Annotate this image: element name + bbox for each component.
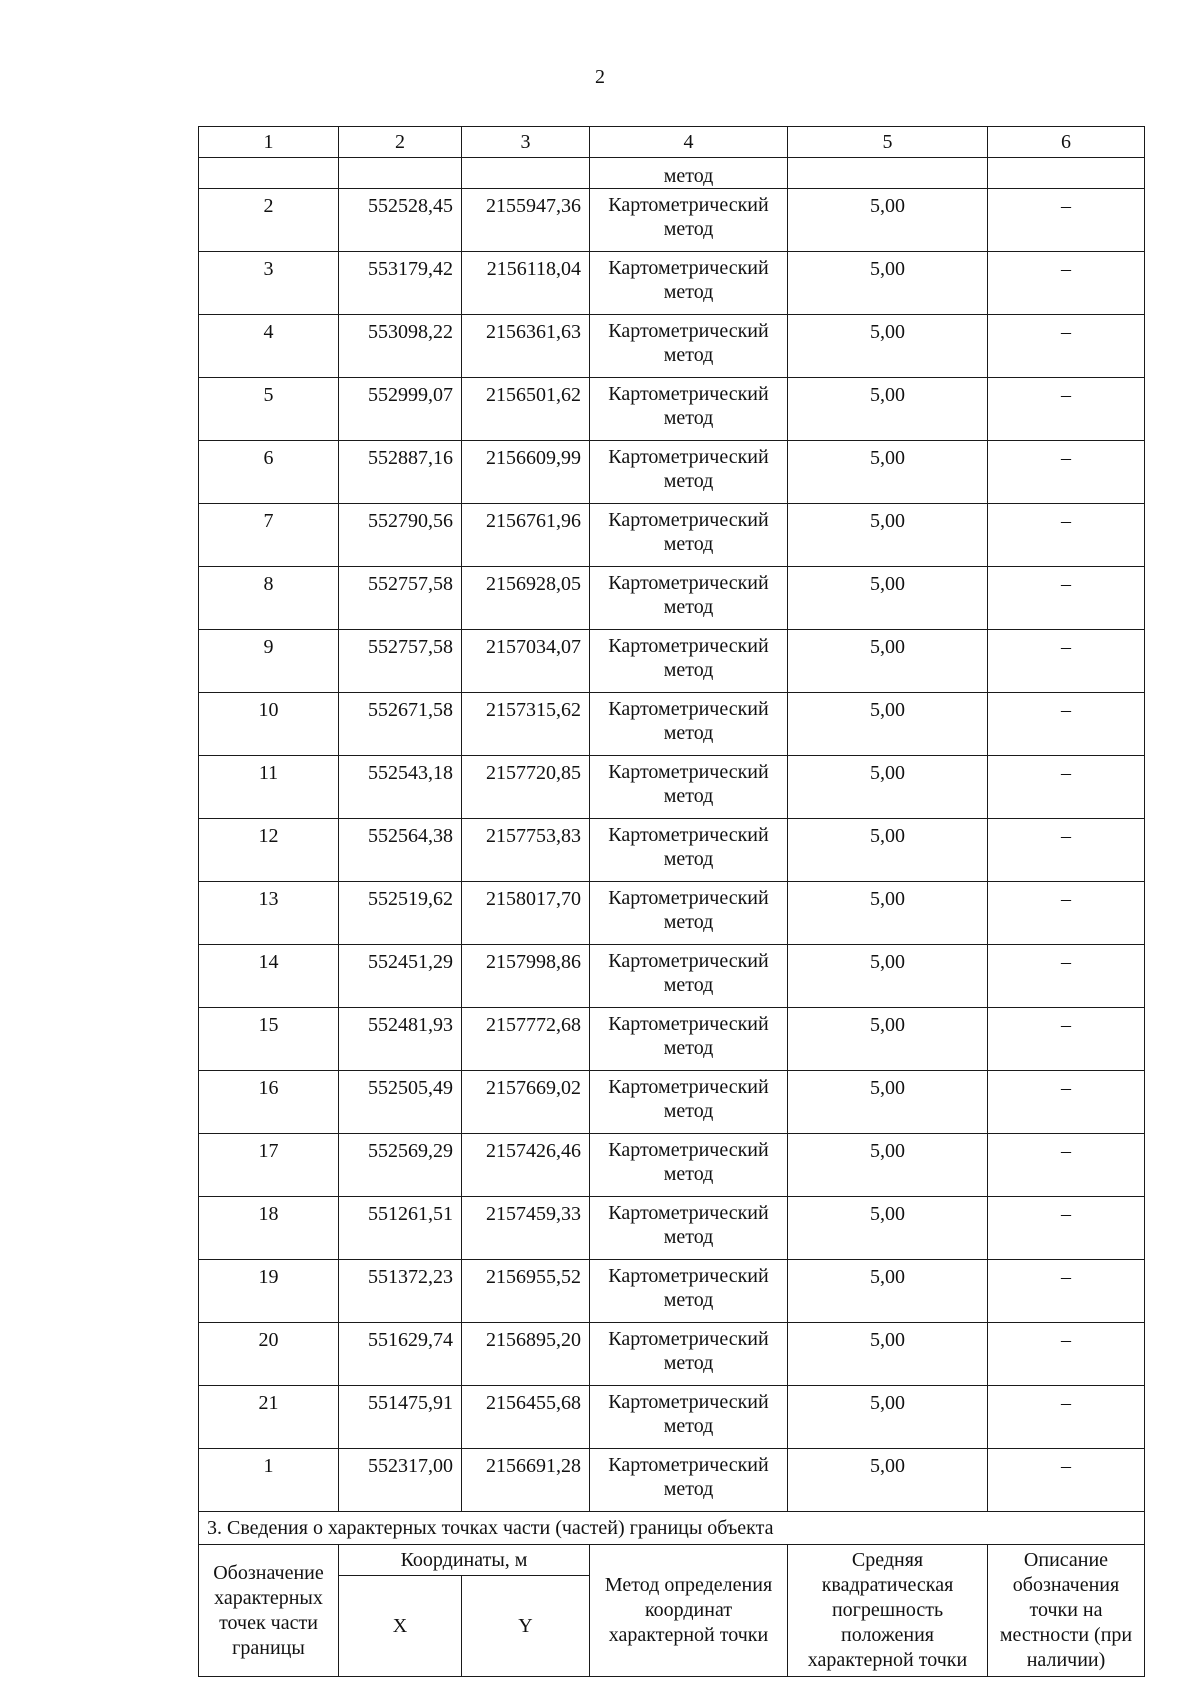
y-coordinate: 2156361,63 — [462, 315, 590, 378]
method-line-1: Картометрический — [608, 383, 769, 405]
empty-cell — [988, 158, 1145, 189]
point-description: – — [988, 756, 1145, 819]
method-line-2: метод — [663, 407, 714, 429]
method-line-1: Картометрический — [608, 194, 769, 216]
mean-square-error: 5,00 — [788, 315, 988, 378]
mean-square-error: 5,00 — [788, 1197, 988, 1260]
table-body — [199, 127, 1145, 1512]
point-description: – — [988, 882, 1145, 945]
method-line-1: Картометрический — [608, 320, 769, 342]
method-cell — [590, 1323, 788, 1386]
method-cell — [590, 630, 788, 693]
mean-square-error: 5,00 — [788, 1134, 988, 1197]
method-line-1: Картометрический — [608, 824, 769, 846]
point-description: – — [988, 567, 1145, 630]
method-line-1: Картометрический — [608, 446, 769, 468]
point-number: 7 — [199, 504, 339, 567]
x-coordinate: 552671,58 — [339, 693, 462, 756]
y-coordinate: 2156928,05 — [462, 567, 590, 630]
column-number: 6 — [988, 127, 1145, 158]
y-coordinate: 2157459,33 — [462, 1197, 590, 1260]
point-description: – — [988, 315, 1145, 378]
table-row — [199, 1386, 1145, 1449]
x-coordinate: 552543,18 — [339, 756, 462, 819]
method-line-2: метод — [663, 596, 714, 618]
empty-cell — [199, 158, 339, 189]
mean-square-error: 5,00 — [788, 567, 988, 630]
point-number: 3 — [199, 252, 339, 315]
method-line-1: Картометрический — [608, 1454, 769, 1476]
point-number: 18 — [199, 1197, 339, 1260]
point-number: 13 — [199, 882, 339, 945]
point-number: 14 — [199, 945, 339, 1008]
table-row — [199, 819, 1145, 882]
section3-header — [199, 1512, 1145, 1677]
method-line-1: Картометрический — [608, 572, 769, 594]
x-coordinate: 552790,56 — [339, 504, 462, 567]
x-coordinate: 552317,00 — [339, 1449, 462, 1512]
method-cell — [590, 1134, 788, 1197]
y-coordinate: 2156501,62 — [462, 378, 590, 441]
method-line-1: Картометрический — [608, 1391, 769, 1413]
point-number: 21 — [199, 1386, 339, 1449]
y-coordinate: 2156895,20 — [462, 1323, 590, 1386]
y-coordinate: 2157426,46 — [462, 1134, 590, 1197]
method-line-1: Картометрический — [608, 1202, 769, 1224]
description-header: Описание обозначения точки на местности (при наличии) — [988, 1545, 1145, 1677]
method-line-2: метод — [663, 974, 714, 996]
method-line-1: Картометрический — [608, 1328, 769, 1350]
y-coordinate: 2156118,04 — [462, 252, 590, 315]
point-number: 17 — [199, 1134, 339, 1197]
x-coordinate: 552999,07 — [339, 378, 462, 441]
method-line-2: метод — [663, 1163, 714, 1185]
point-description: – — [988, 1260, 1145, 1323]
x-coordinate: 553179,42 — [339, 252, 462, 315]
x-header: X — [339, 1576, 462, 1677]
method-line-2: метод — [663, 1415, 714, 1437]
mean-square-error: 5,00 — [788, 1449, 988, 1512]
y-coordinate: 2158017,70 — [462, 882, 590, 945]
y-coordinate: 2157720,85 — [462, 756, 590, 819]
point-description: – — [988, 441, 1145, 504]
y-coordinate: 2156455,68 — [462, 1386, 590, 1449]
point-number: 8 — [199, 567, 339, 630]
point-description: – — [988, 1008, 1145, 1071]
y-coordinate: 2157998,86 — [462, 945, 590, 1008]
point-number: 11 — [199, 756, 339, 819]
x-coordinate: 552887,16 — [339, 441, 462, 504]
method-line-2: метод — [663, 848, 714, 870]
table-row — [199, 1071, 1145, 1134]
table-row — [199, 693, 1145, 756]
method-header: Метод определения координат характерной точки — [590, 1545, 788, 1677]
y-coordinate: 2157669,02 — [462, 1071, 590, 1134]
method-cell — [590, 1386, 788, 1449]
mean-square-error: 5,00 — [788, 1260, 988, 1323]
point-description: – — [988, 1323, 1145, 1386]
table-row — [199, 1449, 1145, 1512]
empty-cell — [788, 158, 988, 189]
y-coordinate: 2156691,28 — [462, 1449, 590, 1512]
method-line-2: метод — [663, 785, 714, 807]
method-line-1: Картометрический — [608, 950, 769, 972]
x-coordinate: 552564,38 — [339, 819, 462, 882]
point-description: – — [988, 1449, 1145, 1512]
method-cell — [590, 567, 788, 630]
method-cell — [590, 252, 788, 315]
x-coordinate: 552505,49 — [339, 1071, 462, 1134]
point-description: – — [988, 819, 1145, 882]
mean-square-error: 5,00 — [788, 1071, 988, 1134]
point-number: 4 — [199, 315, 339, 378]
method-cell — [590, 756, 788, 819]
empty-cell — [339, 158, 462, 189]
mean-square-error: 5,00 — [788, 693, 988, 756]
column-number: 3 — [462, 127, 590, 158]
section3-title-row — [199, 1512, 1145, 1545]
table-row — [199, 1008, 1145, 1071]
x-coordinate: 551372,23 — [339, 1260, 462, 1323]
mean-square-error: 5,00 — [788, 504, 988, 567]
point-description: – — [988, 378, 1145, 441]
point-description: – — [988, 630, 1145, 693]
column-number-row — [199, 127, 1145, 158]
method-line-1: Картометрический — [608, 257, 769, 279]
column-number: 5 — [788, 127, 988, 158]
method-line-1: Картометрический — [608, 1139, 769, 1161]
method-cell — [590, 315, 788, 378]
point-number: 20 — [199, 1323, 339, 1386]
page-number: 2 — [595, 66, 605, 88]
point-number: 19 — [199, 1260, 339, 1323]
method-cell — [590, 882, 788, 945]
y-coordinate: 2156761,96 — [462, 504, 590, 567]
x-coordinate: 552519,62 — [339, 882, 462, 945]
method-line-2: метод — [663, 1226, 714, 1248]
method-line-1: Картометрический — [608, 698, 769, 720]
point-number: 15 — [199, 1008, 339, 1071]
x-coordinate: 552451,29 — [339, 945, 462, 1008]
table-row — [199, 441, 1145, 504]
x-coordinate: 551629,74 — [339, 1323, 462, 1386]
method-line-2: метод — [663, 659, 714, 681]
mean-square-error: 5,00 — [788, 1008, 988, 1071]
error-header: Средняя квадратическая погрешность положения характерной точки — [788, 1545, 988, 1677]
x-coordinate: 553098,22 — [339, 315, 462, 378]
method-cell — [590, 945, 788, 1008]
mean-square-error: 5,00 — [788, 441, 988, 504]
table-row — [199, 1260, 1145, 1323]
method-cell — [590, 1449, 788, 1512]
coordinates-header: Координаты, м — [339, 1545, 590, 1576]
x-coordinate: 551261,51 — [339, 1197, 462, 1260]
mean-square-error: 5,00 — [788, 630, 988, 693]
mean-square-error: 5,00 — [788, 378, 988, 441]
y-coordinate: 2155947,36 — [462, 189, 590, 252]
method-line-2: метод — [663, 1037, 714, 1059]
table-row — [199, 1197, 1145, 1260]
continued-row — [199, 158, 1145, 189]
mean-square-error: 5,00 — [788, 945, 988, 1008]
method-line-2: метод — [663, 533, 714, 555]
method-cell — [590, 693, 788, 756]
mean-square-error: 5,00 — [788, 1386, 988, 1449]
point-number: 2 — [199, 189, 339, 252]
continued-method-cell: метод — [590, 158, 788, 189]
table-row — [199, 1134, 1145, 1197]
table-row — [199, 756, 1145, 819]
method-line-2: метод — [663, 470, 714, 492]
method-cell — [590, 1260, 788, 1323]
method-line-1: Картометрический — [608, 761, 769, 783]
method-line-2: метод — [663, 1289, 714, 1311]
x-coordinate: 552528,45 — [339, 189, 462, 252]
method-line-1: Картометрический — [608, 1265, 769, 1287]
point-number: 12 — [199, 819, 339, 882]
table-row — [199, 252, 1145, 315]
mean-square-error: 5,00 — [788, 882, 988, 945]
y-coordinate: 2156955,52 — [462, 1260, 590, 1323]
method-line-2: метод — [663, 911, 714, 933]
x-coordinate: 552569,29 — [339, 1134, 462, 1197]
mean-square-error: 5,00 — [788, 252, 988, 315]
method-cell — [590, 441, 788, 504]
method-line-2: метод — [663, 281, 714, 303]
column-number: 4 — [590, 127, 788, 158]
y-coordinate: 2157772,68 — [462, 1008, 590, 1071]
table-row — [199, 378, 1145, 441]
method-cell — [590, 1197, 788, 1260]
x-coordinate: 551475,91 — [339, 1386, 462, 1449]
x-coordinate: 552757,58 — [339, 567, 462, 630]
table-row — [199, 189, 1145, 252]
point-description: – — [988, 252, 1145, 315]
point-description: – — [988, 189, 1145, 252]
point-description: – — [988, 1197, 1145, 1260]
y-coordinate: 2157315,62 — [462, 693, 590, 756]
coordinates-table — [198, 126, 1145, 1677]
method-cell — [590, 1008, 788, 1071]
point-description: – — [988, 504, 1145, 567]
table-row — [199, 504, 1145, 567]
empty-cell — [462, 158, 590, 189]
column-number: 1 — [199, 127, 339, 158]
y-header: Y — [462, 1576, 590, 1677]
method-cell — [590, 504, 788, 567]
method-line-1: Картометрический — [608, 887, 769, 909]
mean-square-error: 5,00 — [788, 1323, 988, 1386]
x-coordinate: 552757,58 — [339, 630, 462, 693]
y-coordinate: 2157753,83 — [462, 819, 590, 882]
method-cell — [590, 189, 788, 252]
method-line-2: метод — [663, 344, 714, 366]
point-description: – — [988, 1071, 1145, 1134]
point-number: 9 — [199, 630, 339, 693]
method-cell — [590, 819, 788, 882]
method-line-2: метод — [663, 1100, 714, 1122]
point-number: 10 — [199, 693, 339, 756]
method-line-2: метод — [663, 1478, 714, 1500]
point-number: 1 — [199, 1449, 339, 1512]
point-description: – — [988, 1386, 1145, 1449]
method-line-1: Картометрический — [608, 1013, 769, 1035]
table-row — [199, 1323, 1145, 1386]
mean-square-error: 5,00 — [788, 189, 988, 252]
table-row — [199, 315, 1145, 378]
section3-header-row — [199, 1545, 1145, 1576]
table-row — [199, 882, 1145, 945]
method-cell — [590, 378, 788, 441]
point-number: 6 — [199, 441, 339, 504]
table-row — [199, 630, 1145, 693]
column-number: 2 — [339, 127, 462, 158]
y-coordinate: 2157034,07 — [462, 630, 590, 693]
method-line-2: метод — [663, 722, 714, 744]
point-description: – — [988, 1134, 1145, 1197]
y-coordinate: 2156609,99 — [462, 441, 590, 504]
point-description: – — [988, 693, 1145, 756]
method-line-2: метод — [663, 218, 714, 240]
point-number: 5 — [199, 378, 339, 441]
mean-square-error: 5,00 — [788, 819, 988, 882]
table-row — [199, 567, 1145, 630]
method-line-1: Картометрический — [608, 1076, 769, 1098]
method-line-2: метод — [663, 1352, 714, 1374]
designation-header: Обозначение характерных точек части границы — [199, 1545, 339, 1677]
mean-square-error: 5,00 — [788, 756, 988, 819]
point-description: – — [988, 945, 1145, 1008]
method-line-1: Картометрический — [608, 635, 769, 657]
table-row — [199, 945, 1145, 1008]
method-cell — [590, 1071, 788, 1134]
point-number: 16 — [199, 1071, 339, 1134]
section3-title: 3. Сведения о характерных точках части (частей) границы объекта — [199, 1512, 1145, 1545]
method-line-1: Картометрический — [608, 509, 769, 531]
x-coordinate: 552481,93 — [339, 1008, 462, 1071]
